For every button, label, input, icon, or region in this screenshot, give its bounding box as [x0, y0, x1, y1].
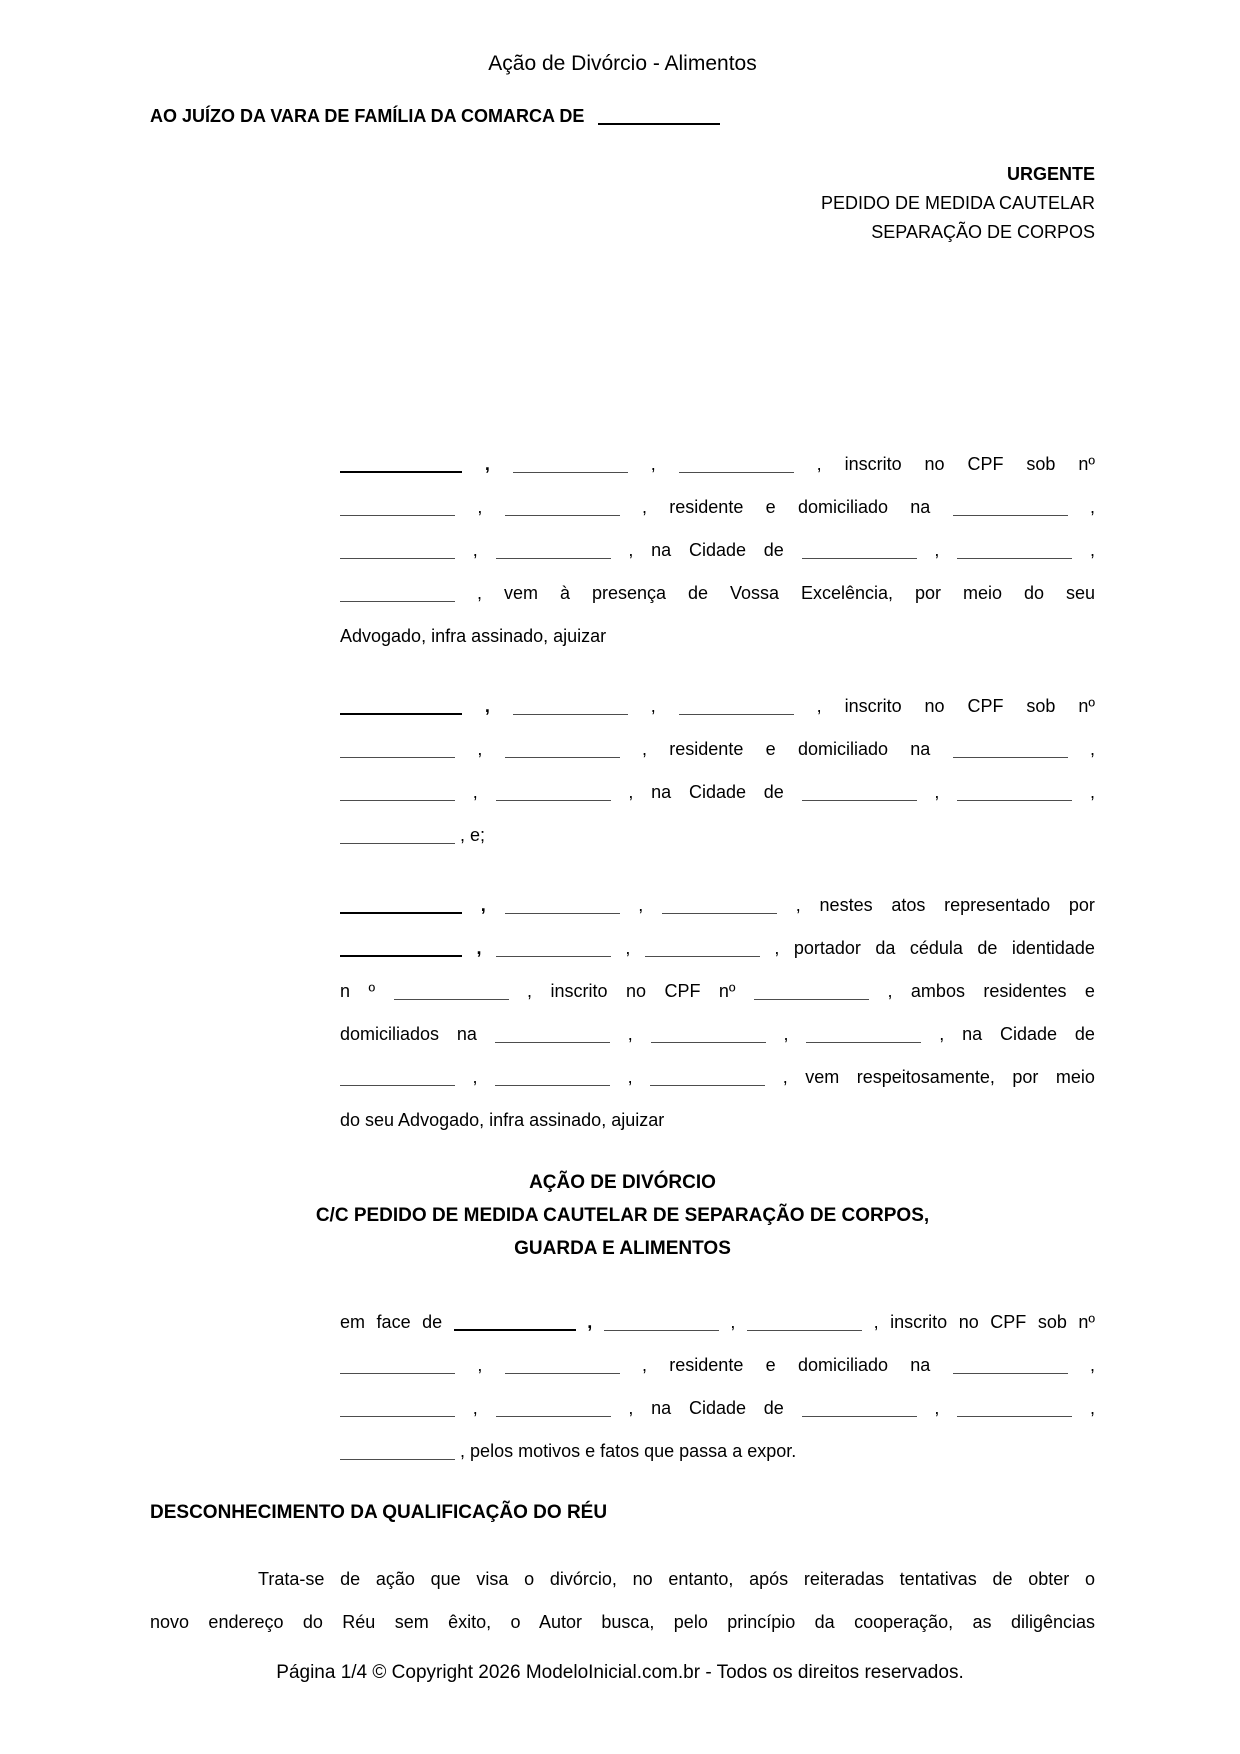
text-run: , [1089, 540, 1095, 560]
blank-field [495, 1027, 610, 1043]
blank-field [650, 1070, 765, 1086]
paragraph-defendant-qualification [340, 1301, 1095, 1473]
text-run: , [472, 782, 478, 802]
text-run: , [628, 540, 634, 560]
text-run: pelos motivos e fatos que passa a expor. [470, 1441, 797, 1461]
document-line [340, 1430, 1095, 1473]
document-line [150, 1558, 1095, 1601]
text-run: Trata-se de ação que visa o divórcio, no entanto, após reiteradas tentativas de obter o [258, 1569, 1095, 1589]
blank-field [679, 699, 794, 715]
text-run: , [650, 696, 656, 716]
text-run: , [627, 1067, 633, 1087]
blank-field-bold [340, 940, 462, 957]
blank-field-bold [340, 698, 462, 715]
text-run: , [934, 540, 940, 560]
document-line [340, 771, 1095, 814]
text-run: ambos residentes e [910, 981, 1095, 1001]
blank-field [754, 984, 869, 1000]
text-run: Advogado, infra assinado, ajuizar [340, 626, 607, 646]
text-run: , [939, 1024, 945, 1044]
blank-field [496, 1401, 611, 1417]
text-run: , [873, 1312, 879, 1332]
document-line [340, 728, 1095, 771]
text-run: n º [340, 981, 376, 1001]
text-run: , [730, 1312, 736, 1332]
text-run: , [476, 938, 482, 958]
blank-field [957, 785, 1072, 801]
text-run: , [1089, 497, 1095, 517]
document-line [340, 572, 1095, 615]
blank-field [662, 898, 777, 914]
text-run: , [934, 1398, 940, 1418]
document-line [340, 529, 1095, 572]
text-run: , [1089, 1398, 1095, 1418]
text-run: , [476, 583, 482, 603]
blank-field [340, 500, 455, 516]
blank-field [340, 742, 455, 758]
text-run: , [627, 1024, 633, 1044]
blank-field [340, 1070, 455, 1086]
blank-field [513, 457, 628, 473]
blank-field [802, 785, 917, 801]
blank-field [651, 1027, 766, 1043]
text-run: e; [470, 825, 486, 845]
text-run: em face de [340, 1312, 443, 1332]
text-run: inscrito no CPF nº [550, 981, 736, 1001]
document-line [150, 1601, 1095, 1644]
blank-field [340, 1358, 455, 1374]
urgency-line-separacao: SEPARAÇÃO DE CORPOS [871, 222, 1095, 242]
document-line [340, 814, 1095, 857]
text-run: na Cidade de [651, 782, 784, 802]
blank-field [802, 543, 917, 559]
text-run: do seu Advogado, infra assinado, ajuizar [340, 1110, 665, 1130]
text-run: , [650, 454, 656, 474]
text-run: portador da cédula de identidade [793, 938, 1095, 958]
blank-field [645, 941, 760, 957]
text-run: , [527, 981, 533, 1001]
text-run: residente e domiciliado na [669, 1355, 931, 1375]
document-line [340, 1387, 1095, 1430]
text-run: na Cidade de [962, 1024, 1095, 1044]
text-run: na Cidade de [651, 1398, 784, 1418]
urgency-block [150, 160, 1095, 247]
blank-field [340, 828, 455, 844]
text-run: , [477, 1355, 483, 1375]
blank-field [679, 457, 794, 473]
action-title-block [150, 1166, 1095, 1265]
text-run: residente e domiciliado na [669, 739, 931, 759]
document-line [340, 1301, 1095, 1344]
blank-field [953, 500, 1068, 516]
section-heading: DESCONHECIMENTO DA QUALIFICAÇÃO DO RÉU [150, 1502, 608, 1523]
text-run: inscrito no CPF sob nº [844, 454, 1095, 474]
text-run: , [1089, 1355, 1095, 1375]
text-run: , [641, 739, 647, 759]
text-run: nestes atos representado por [819, 895, 1095, 915]
blank-field-bold [340, 456, 462, 473]
blank-field [496, 543, 611, 559]
blank-field [340, 543, 455, 559]
text-run: , [477, 497, 483, 517]
paragraph-facts [150, 1558, 1095, 1644]
blank-field [495, 1070, 610, 1086]
action-title-line-2: C/C PEDIDO DE MEDIDA CAUTELAR DE SEPARAÇÃO DE CORPOS, [315, 1205, 930, 1226]
document-line [340, 927, 1095, 970]
text-run: , [1089, 782, 1095, 802]
blank-field [513, 699, 628, 715]
text-run: , [587, 1312, 593, 1332]
document-line [340, 615, 1095, 658]
text-run: , [638, 895, 644, 915]
text-run: residente e domiciliado na [669, 497, 931, 517]
text-run: , [460, 1441, 466, 1461]
text-run: , [628, 1398, 634, 1418]
blank-field [802, 1401, 917, 1417]
text-run: , [887, 981, 893, 1001]
blank-field [340, 586, 455, 602]
blank-field [505, 898, 620, 914]
blank-field [953, 1358, 1068, 1374]
text-run: , [484, 696, 490, 716]
document-line [340, 685, 1095, 728]
text-run: , [783, 1024, 789, 1044]
text-run: , [816, 454, 822, 474]
text-run: , [782, 1067, 788, 1087]
text-run: , [641, 1355, 647, 1375]
document-line [340, 1099, 1095, 1142]
text-run: , [795, 895, 801, 915]
text-run: vem à presença de Vossa Excelência, por meio do seu [503, 583, 1095, 603]
blank-field [394, 984, 509, 1000]
text-run: na Cidade de [651, 540, 784, 560]
document-line [340, 1056, 1095, 1099]
blank-field [496, 941, 611, 957]
text-run: domiciliados na [340, 1024, 477, 1044]
urgency-line-pedido: PEDIDO DE MEDIDA CAUTELAR [820, 193, 1095, 213]
page-footer: Página 1/4 © Copyright 2026 ModeloInicial.com.br - Todos os direitos reservados. [276, 1662, 964, 1683]
urgency-line-urgente: URGENTE [1006, 164, 1095, 184]
page-title: Ação de Divórcio - Alimentos [488, 52, 757, 75]
text-run: , [480, 895, 486, 915]
text-run: , [472, 540, 478, 560]
blank-field [598, 108, 720, 125]
blank-field [505, 742, 620, 758]
blank-field [340, 1401, 455, 1417]
text-run: , [625, 938, 631, 958]
blank-field [806, 1027, 921, 1043]
blank-field [496, 785, 611, 801]
text-run: , [472, 1398, 478, 1418]
paragraph-second-party-qualification [340, 685, 1095, 857]
blank-field [505, 500, 620, 516]
document-line [340, 884, 1095, 927]
action-title-line-3: GUARDA E ALIMENTOS [514, 1238, 731, 1259]
document-line [340, 443, 1095, 486]
action-title-line-1: AÇÃO DE DIVÓRCIO [529, 1172, 716, 1193]
blank-field [505, 1358, 620, 1374]
blank-field [604, 1315, 719, 1331]
blank-field [340, 1444, 455, 1460]
blank-field [957, 543, 1072, 559]
text-run: , [1089, 739, 1095, 759]
text-run: vem respeitosamente, por meio [805, 1067, 1095, 1087]
paragraph-represented-minor-qualification [340, 884, 1095, 1142]
text-run: , [472, 1067, 478, 1087]
blank-field [953, 742, 1068, 758]
addressee-text: AO JUÍZO DA VARA DE FAMÍLIA DA COMARCA DE [150, 106, 585, 126]
blank-field [747, 1315, 862, 1331]
text-run: novo endereço do Réu sem êxito, o Autor busca, pelo princípio da cooperação, as diligências [150, 1612, 1095, 1632]
text-run: , [484, 454, 490, 474]
text-run: , [816, 696, 822, 716]
blank-field [340, 785, 455, 801]
document-line [340, 1013, 1095, 1056]
text-run: , [477, 739, 483, 759]
document-line [340, 970, 1095, 1013]
text-run: inscrito no CPF sob nº [844, 696, 1095, 716]
blank-field [957, 1401, 1072, 1417]
paragraph-author-qualification [340, 443, 1095, 658]
text-run: , [774, 938, 780, 958]
document-line [340, 1344, 1095, 1387]
text-run: , [460, 825, 466, 845]
document-line [340, 486, 1095, 529]
text-run: , [934, 782, 940, 802]
text-run: , [628, 782, 634, 802]
text-run: , [641, 497, 647, 517]
text-run: inscrito no CPF sob nº [890, 1312, 1095, 1332]
blank-field-bold [454, 1314, 576, 1331]
blank-field-bold [340, 897, 462, 914]
addressee-line [150, 102, 1095, 130]
